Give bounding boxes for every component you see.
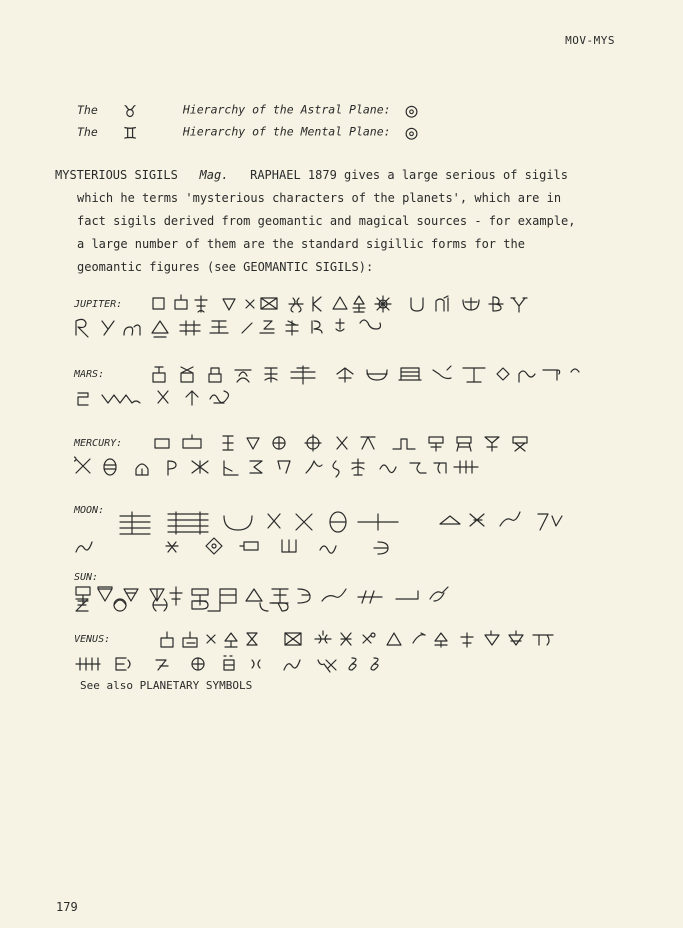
jupiter-sigils-icon <box>151 292 631 316</box>
entry-abbr: Mag. <box>199 168 229 182</box>
mysterious-sigils-entry <box>55 164 615 279</box>
sun-sigil-row-2 <box>74 593 374 619</box>
entry-term: MYSTERIOUS SIGILS <box>55 168 178 182</box>
entry-line: geomantic figures (see GEOMANTIC SIGILS): <box>77 260 374 274</box>
entry-line: fact sigils derived from geomantic and magical sources - for example, <box>77 214 576 228</box>
entry-line: a large number of them are the standard sigillic forms for the <box>77 237 525 251</box>
astral-hierarchy-line <box>77 98 418 122</box>
circle-sigil-icon: ◎ <box>405 120 418 144</box>
see-also-note: See also PLANETARY SYMBOLS <box>80 679 253 692</box>
venus-sigils-icon <box>74 652 494 678</box>
entry-first-line <box>55 164 615 187</box>
hier-the: The <box>77 124 98 139</box>
taurus-icon: ♉ <box>123 98 136 122</box>
jupiter-sigil-row-2 <box>74 315 494 339</box>
jupiter-sigil-row <box>74 292 634 316</box>
mars-sigils-icon <box>151 362 631 386</box>
planet-label: SUN: <box>74 571 99 583</box>
planet-label: JUPITER: <box>74 298 123 310</box>
planet-label: VENUS: <box>74 633 111 645</box>
mercury-sigils-icon <box>151 431 631 455</box>
mercury-sigil-row-2 <box>74 455 634 481</box>
entry-line: which he terms 'mysterious characters of the planets', which are in <box>77 191 562 205</box>
mars-sigil-row-2 <box>74 385 374 409</box>
venus-sigil-row-2 <box>74 652 494 678</box>
gemini-icon: ♊ <box>123 120 136 144</box>
hier-the: The <box>77 102 98 117</box>
mercury-sigil-row <box>74 431 634 455</box>
venus-sigil-row <box>74 627 634 651</box>
page-number: 179 <box>56 900 78 914</box>
planet-label: MERCURY: <box>74 437 123 449</box>
jupiter-sigils-icon <box>74 315 494 339</box>
circle-sigil-icon: ◎ <box>405 98 418 122</box>
moon-sigils-icon <box>74 534 454 560</box>
moon-sigil-row-2 <box>74 534 454 560</box>
venus-sigils-icon <box>151 627 631 651</box>
mars-sigil-row <box>74 362 634 386</box>
mercury-sigils-icon <box>74 455 634 481</box>
running-head: MOV-MYS <box>565 34 615 47</box>
entry-text: RAPHAEL 1879 gives a large serious of sigils <box>250 168 568 182</box>
astral-hierarchy-text: Hierarchy of the Astral Plane: <box>182 102 391 117</box>
mars-sigils-icon <box>74 385 374 409</box>
planet-label: MARS: <box>74 368 105 380</box>
planet-label: MOON: <box>74 504 105 516</box>
mental-hierarchy-text: Hierarchy of the Mental Plane: <box>182 124 391 139</box>
sun-sigils-icon <box>74 593 374 619</box>
mental-hierarchy-line <box>77 120 418 144</box>
